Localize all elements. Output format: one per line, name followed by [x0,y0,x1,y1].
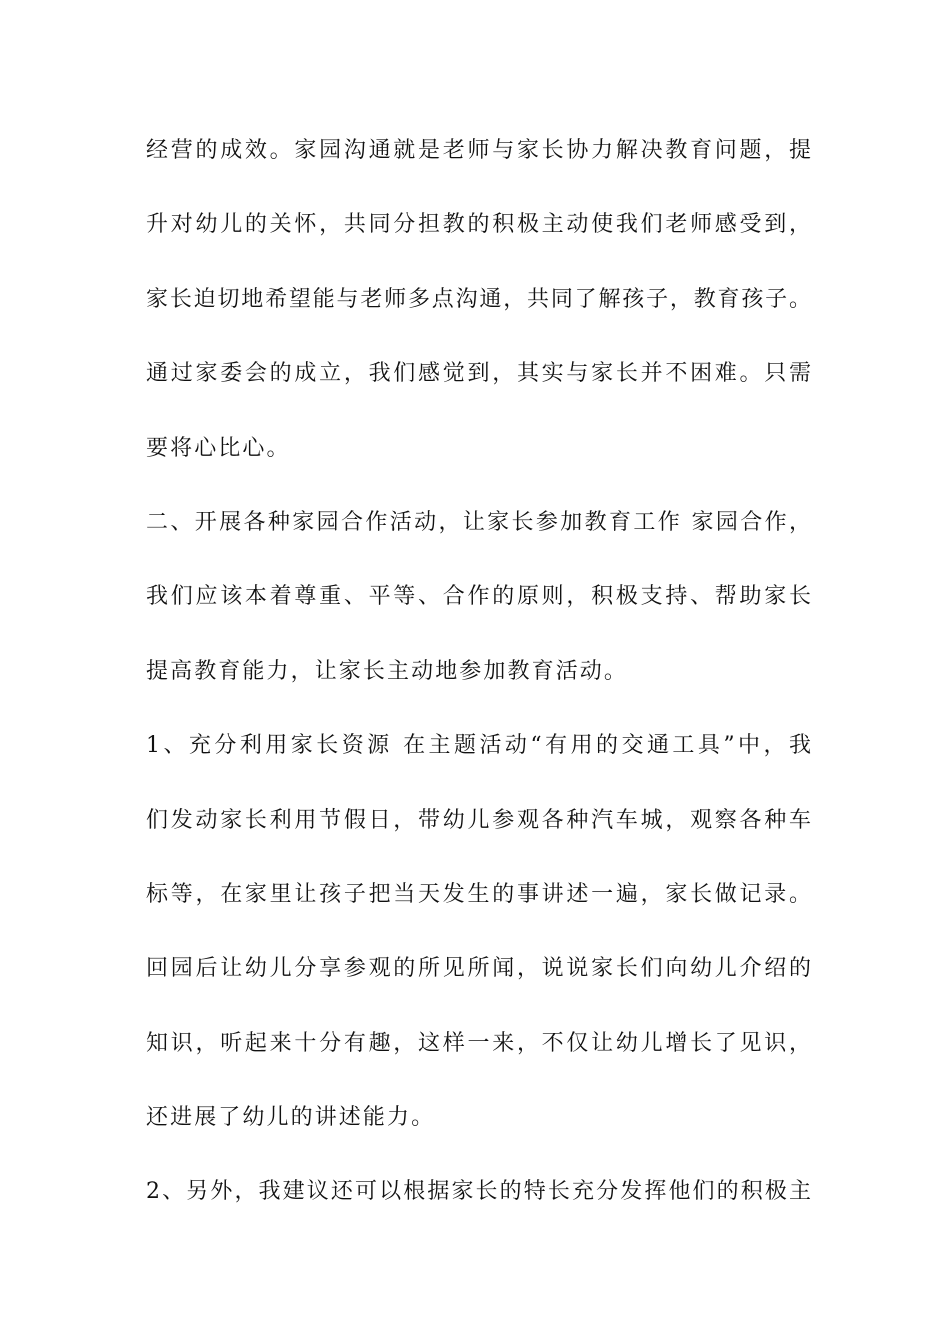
text-line: 升对幼儿的关怀，共同分担教的积极主动使我们老师感受到， [146,212,811,238]
text-line: 通过家委会的成立，我们感觉到，其实与家长并不困难。只需 [146,361,811,387]
text-line: 我们应该本着尊重、平等、合作的原则，积极支持、帮助家长 [146,584,811,610]
text-line: 知识，听起来十分有趣，这样一来，不仅让幼儿增长了见识， [146,1030,811,1056]
text-line: 经营的成效。家园沟通就是老师与家长协力解决教育问题，提 [146,138,811,163]
text-line: 2、另外，我建议还可以根据家长的特长充分发挥他们的积极主 [146,1179,811,1205]
text-line: 回园后让幼儿分享参观的所见所闻，说说家长们向幼儿介绍的 [146,956,811,982]
text-line: 还进展了幼儿的讲述能力。 [146,1105,436,1131]
text-line: 要将心比心。 [146,435,291,461]
text-line: 们发动家长利用节假日，带幼儿参观各种汽车城，观察各种车 [146,807,811,833]
text-line: 提高教育能力，让家长主动地参加教育活动。 [146,658,629,684]
body-text [146,129,811,1245]
text-line: 1、充分利用家长资源 在主题活动“有用的交通工具”中，我 [146,733,811,759]
text-line: 家长迫切地希望能与老师多点沟通，共同了解孩子，教育孩子。 [146,286,811,312]
text-line: 二、开展各种家园合作活动，让家长参加教育工作 家园合作， [146,509,811,535]
text-line: 标等，在家里让孩子把当天发生的事讲述一遍，家长做记录。 [146,881,811,907]
